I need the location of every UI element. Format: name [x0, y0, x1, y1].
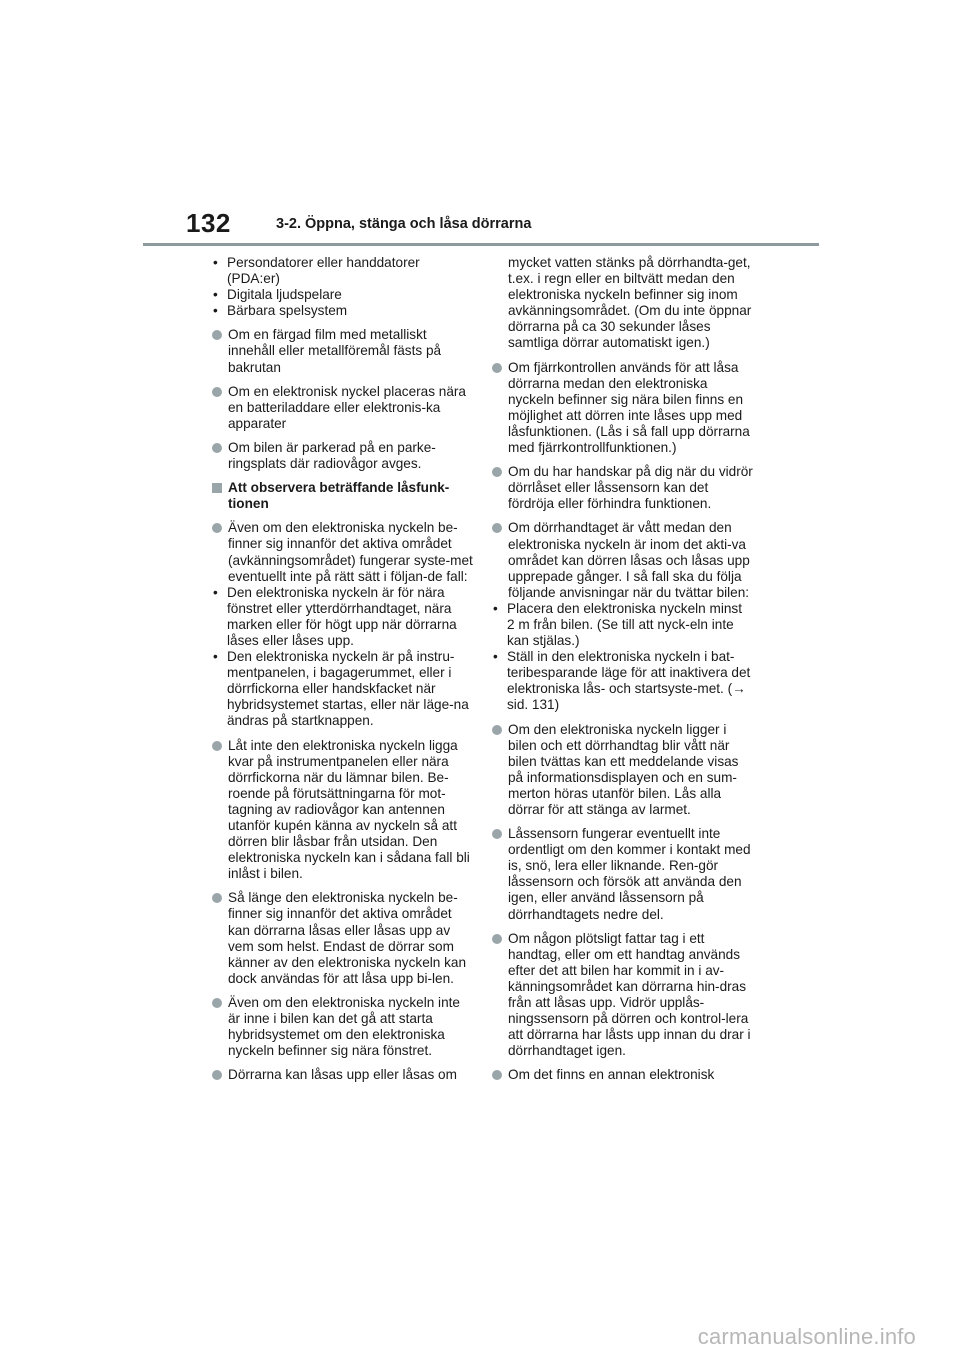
- note-item: [211, 738, 473, 883]
- bullet-dot-icon: [212, 330, 222, 340]
- list-item: • Den elektroniska nyckeln är på instru-mentpanelen, i bagagerummet, eller i dörrfickorna eller handskfacket när hybridsystemet startas, eller när läge-na ändras på startknappen.: [211, 649, 473, 729]
- bullet-dot-icon: [492, 725, 502, 735]
- list-item: • Digitala ljudspelare: [211, 287, 473, 303]
- bullet-dot-icon: [212, 387, 222, 397]
- note-text: Även om den elektroniska nyckeln inte är inne i bilen kan det gå att starta hybridsystemet om den elektroniska nyckeln befinner sig nära fönstret.: [228, 994, 460, 1059]
- header-divider: [143, 243, 819, 246]
- note-text: Om bilen är parkerad på en parke-ringsplats där radiovågor avges.: [228, 439, 436, 472]
- note-item: [491, 826, 753, 923]
- right-column: [491, 255, 753, 1092]
- bullet-dot-icon: [492, 934, 502, 944]
- note-text: Om det finns en annan elektronisk: [508, 1067, 715, 1083]
- note-item: [211, 995, 473, 1059]
- note-text: Om du har handskar på dig när du vidrör dörrlåset eller låssensorn kan det fördröja eller förhindra funktionen.: [508, 464, 753, 512]
- note-text: Låssensorn fungerar eventuellt inte ordentligt om den kommer i kontakt med is, snö, lera eller liknande. Ren-gör låssensorn och försök att använda den igen, eller använd låssensorn på dörrhandtagets nedre del.: [508, 826, 751, 922]
- note-item: [211, 327, 473, 375]
- note-text: Om någon plötsligt fattar tag i ett handtag, eller om ett handtag används efter det att bilen har kommit in i av-känningsområdet kan dörrarna hin-dras från att låsas upp. Vidrör upplås-ningssensorn på dörren och kontrol-lera att dörrarna har låsts upp innan du drar i dörrhandtaget igen.: [508, 930, 751, 1059]
- page-number: 132: [186, 208, 231, 238]
- note-text: Om en färgad film med metalliskt innehåll eller metallföremål fästs på bakrutan: [228, 327, 442, 375]
- bullet-dot-icon: [212, 523, 222, 533]
- list-item: • Ställ in den elektroniska nyckeln i bat-teribesparande läge för att inaktivera det elektroniska lås- och startsyste-met. (→ sid. 131): [491, 649, 753, 713]
- sub-list: [491, 601, 753, 714]
- note-item: [211, 440, 473, 472]
- section-title: 3-2. Öppna, stänga och låsa dörrarna: [276, 216, 532, 232]
- bullet-dot-icon: [492, 523, 502, 533]
- note-text: Dörrarna kan låsas upp eller låsas om: [228, 1067, 457, 1083]
- sub-list: [211, 585, 473, 730]
- list-item: • Den elektroniska nyckeln är för nära fönstret eller ytterdörrhandtaget, nära marken eller för högt upp när dörrarna låses eller låses upp.: [211, 585, 473, 649]
- bullet-dot-icon: [212, 893, 222, 903]
- note-item: [491, 360, 753, 457]
- bullet-dot-icon: [212, 1070, 222, 1080]
- bullet-dot-icon: [492, 467, 502, 477]
- note-item: [211, 890, 473, 987]
- bullet-dot-icon: [492, 829, 502, 839]
- note-item: [211, 1067, 473, 1083]
- note-item: [491, 931, 753, 1060]
- bullet-dot-icon: [212, 443, 222, 453]
- note-text: Låt inte den elektroniska nyckeln ligga kvar på instrumentpanelen eller nära dörrfickorna när du lämnar bilen. Be-roende på förutsättningarna för mot-tagning av radiovågor kan antennen utanför kupén känna av nyckeln så att dörren blir låsbar från utsidan. Den elektroniska nyckeln kan i sådana fall bli inlåst i bilen.: [228, 737, 470, 882]
- note-text: Så länge den elektroniska nyckeln be-finner sig innanför det aktiva området kan dörrarna låsas eller låsas upp av vem som helst. Endast de dörrar som känner av den elektroniska nyckeln kan dock användas för att låsa upp bi-len.: [228, 890, 467, 986]
- bullet-dot-icon: [212, 741, 222, 751]
- watermark: carmanualsonline.info: [697, 1324, 916, 1349]
- note-text: Om fjärrkontrollen används för att låsa dörrarna medan den elektroniska nyckeln befinner sig nära bilen finns en möjlighet att dörren inte låses upp med låsfunktionen. (Lås i så fall upp dörrarna med fjärrkontrollfunktionen.): [508, 359, 750, 456]
- bullet-dot-icon: [492, 363, 502, 373]
- left-column: [211, 255, 473, 1091]
- note-text: Om den elektroniska nyckeln ligger i bilen och ett dörrhandtag blir vått när bilen tvättas kan ett meddelande visas på informationsdisplayen och en sum-merton höras utanför bilen. Lås alla dörrar för att stänga av larmet.: [508, 721, 739, 817]
- note-item: [491, 722, 753, 819]
- subsection-heading: [211, 480, 473, 512]
- continued-text: mycket vatten stänks på dörrhandta-get, t.ex. i regn eller en biltvätt medan den elektroniska nyckeln befinner sig inom avkänningsområdet. (Om du inte öppnar dörrarna på ca 30 sekunder låses samtliga dörrar automatiskt igen.): [508, 255, 752, 351]
- note-item: [491, 520, 753, 713]
- device-list: [211, 255, 473, 319]
- list-item: • Bärbara spelsystem: [211, 303, 473, 319]
- note-item: [211, 384, 473, 432]
- list-item: • Placera den elektroniska nyckeln minst 2 m från bilen. (Se till att nyck-eln inte kan stjälas.): [491, 601, 753, 649]
- note-item: [491, 1067, 753, 1083]
- heading-text: Att observera beträffande låsfunk-tionen: [228, 480, 450, 512]
- note-item: [491, 464, 753, 512]
- note-text: Även om den elektroniska nyckeln be-finner sig innanför det aktiva området (avkänningsområdet) fungerar syste-met eventuellt inte på rätt sätt i följan-de fall:: [228, 520, 473, 584]
- list-item: • Persondatorer eller handdatorer (PDA:er): [211, 255, 473, 287]
- heading-square-icon: [212, 483, 222, 493]
- bullet-dot-icon: [492, 1070, 502, 1080]
- note-text: Om dörrhandtaget är vått medan den elektroniska nyckeln är inom det akti-va området kan dörren låsas och låsas upp upprepade gånger. I så fall ska du följa följande anvisningar när du tvättar bilen:: [508, 520, 750, 600]
- note-item: [211, 520, 473, 729]
- bullet-dot-icon: [212, 998, 222, 1008]
- note-text: Om en elektronisk nyckel placeras nära en batteriladdare eller elektronis-ka apparater: [228, 383, 466, 431]
